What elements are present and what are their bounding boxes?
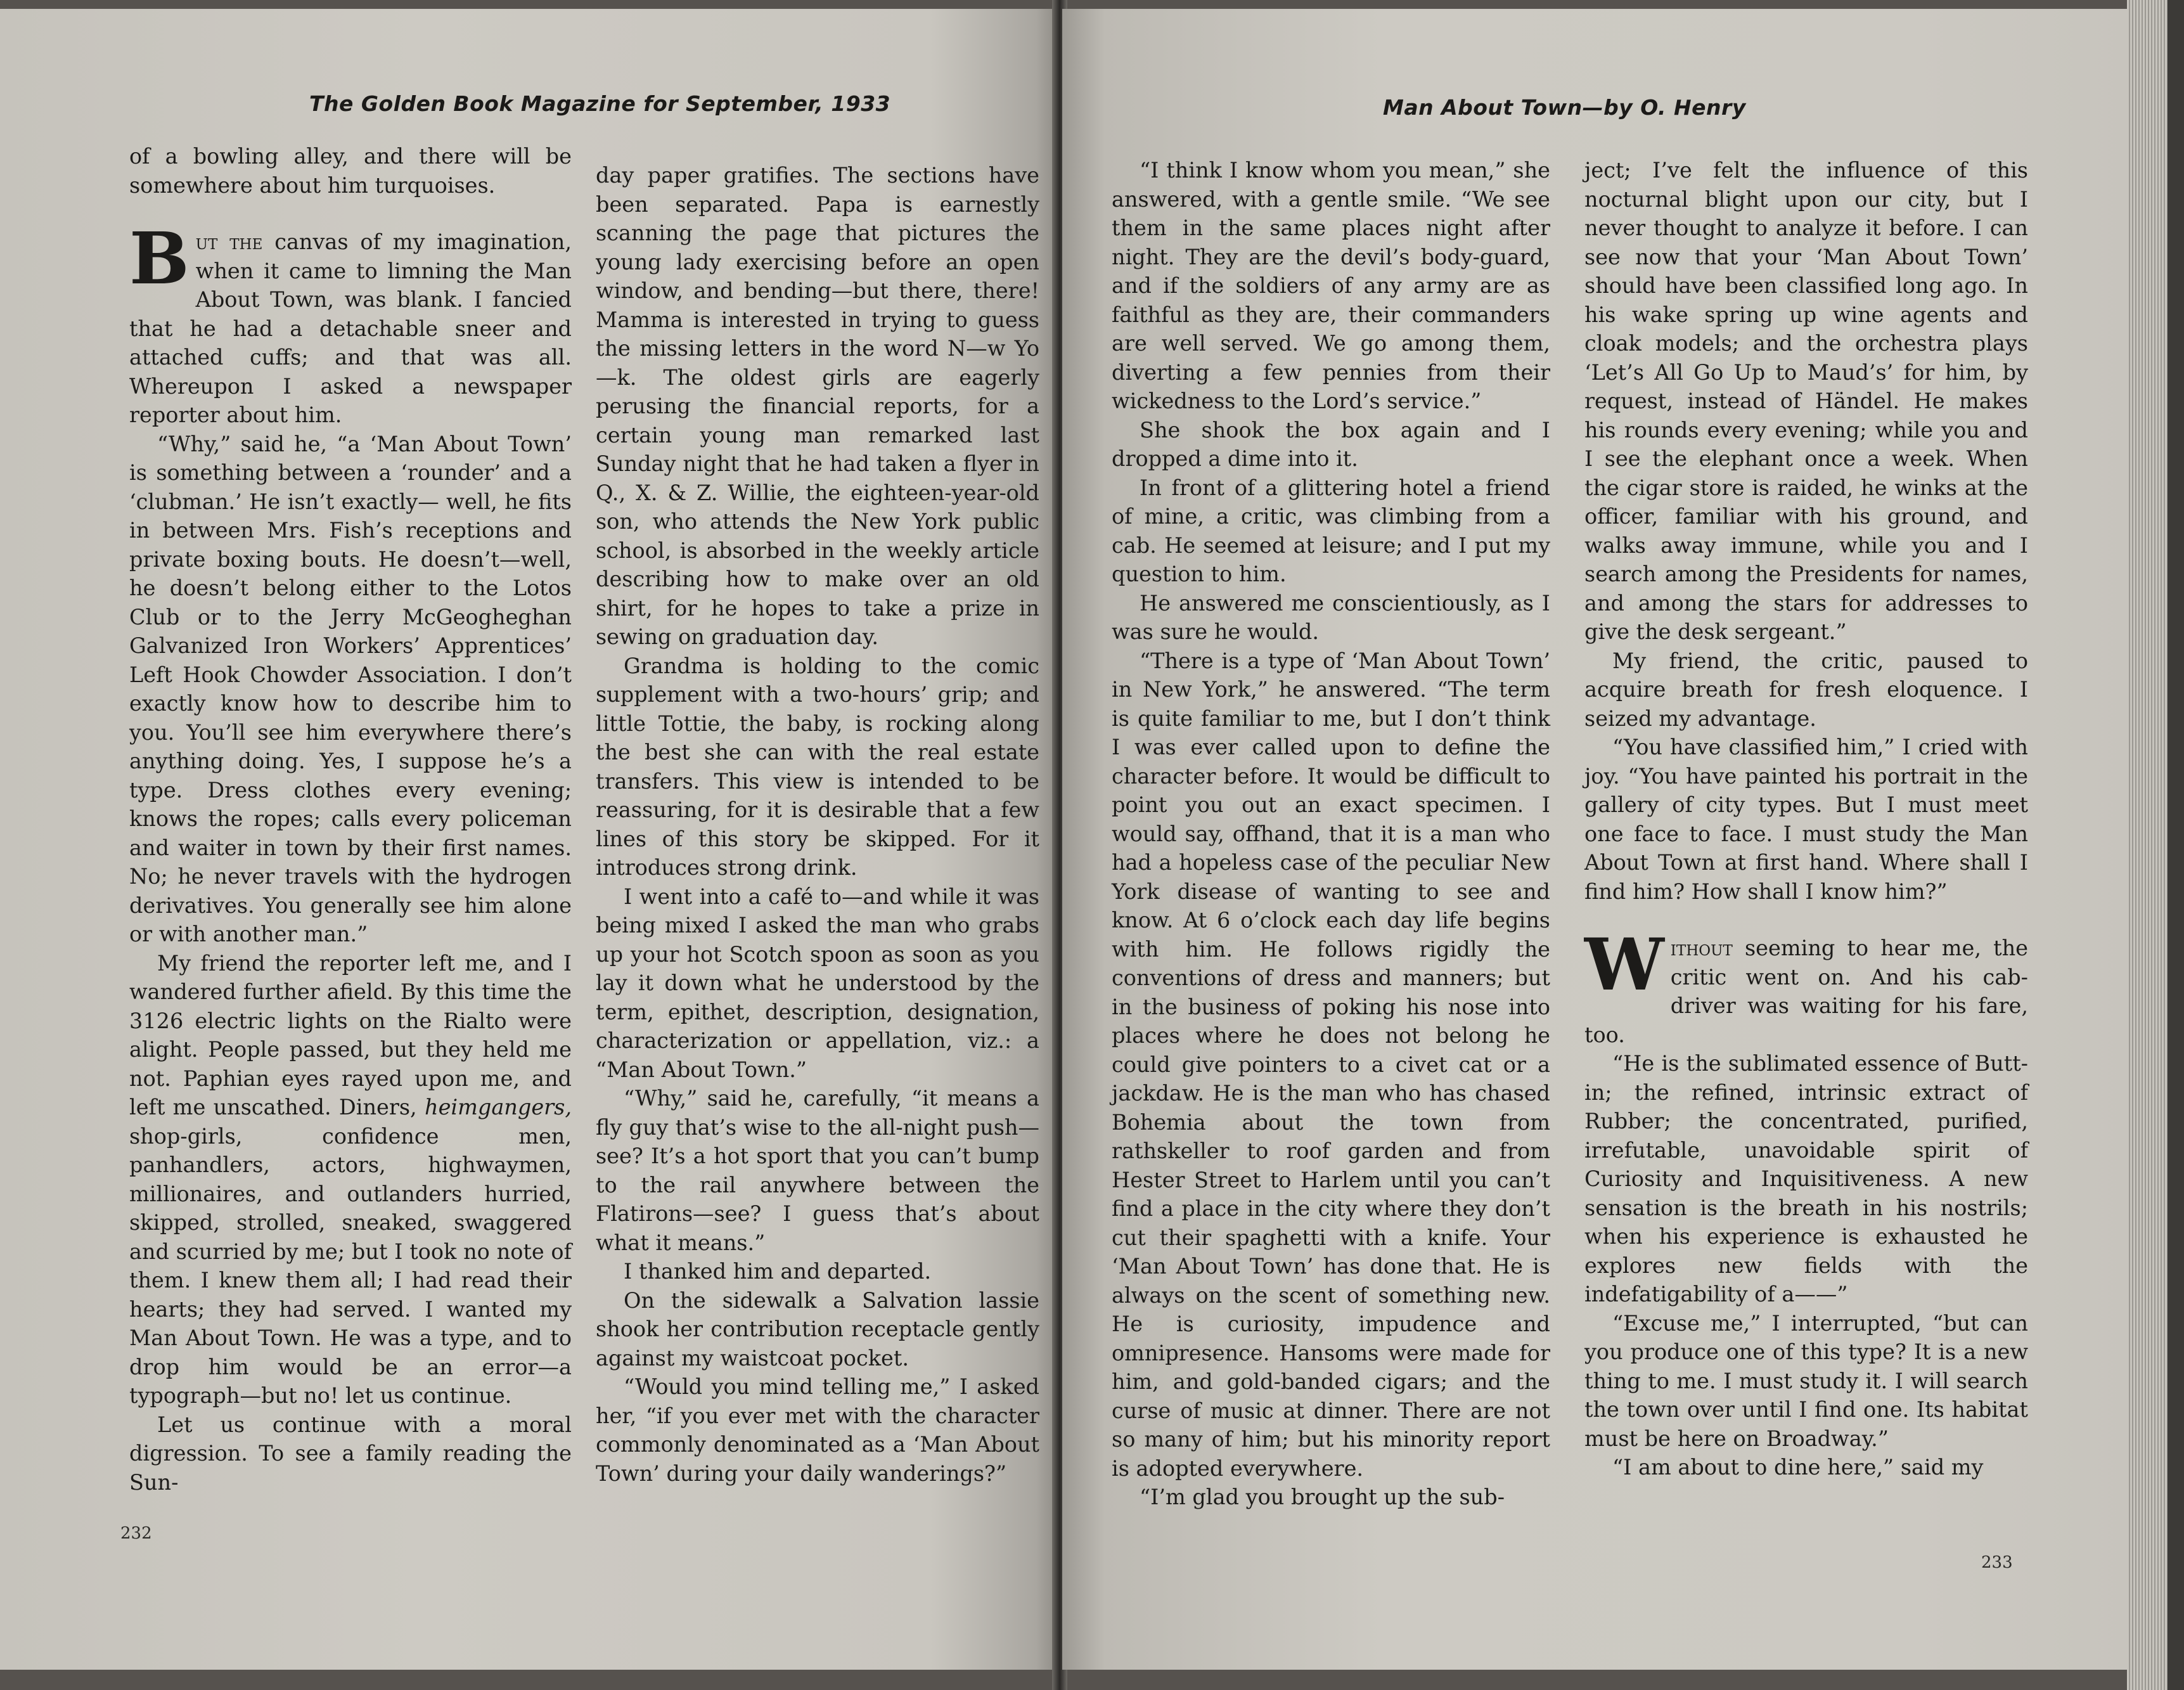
paragraph: of a bowling alley, and there will be somewhere about him turquoises. — [129, 144, 572, 198]
right-page-column-2 — [1584, 156, 2028, 1482]
paragraph: “I’m glad you brought up the sub- — [1140, 1485, 1505, 1509]
paragraph: She shook the box again and I dropped a dime into it. — [1112, 417, 1550, 471]
paragraph: I thanked him and departed. — [624, 1259, 932, 1284]
paragraph-dropcap — [1584, 924, 2028, 1049]
paragraph: In front of a glittering hotel a friend of mine, a critic, was climbing from a cab. He seemed at leisure; and I put my question to him. — [1112, 475, 1550, 586]
paragraph — [129, 949, 572, 1410]
paragraph: “I think I know whom you mean,” she answered, with a gentle smile. “We see them in the same places night after night. They are the devil’s body-guard, and if the soldiers of any army are as faithful as they are, their commanders are well served. We go among them, diverting a few pennies from their wickedness to the Lord’s service.” — [1112, 158, 1550, 413]
paragraph: “There is a type of ‘Man About Town’ in New York,” he answered. “The term is quite familiar to me, but I don’t think I was ever called upon to define the character before. It would be difficult to point you out an exact specimen. I would say, offhand, that it is a man who had a hopeless case of the peculiar New York disease of wanting to see and know. At 6 o’clock each day life begins with him. He follows rigidly the conventions of dress and manners; but in the business of poking his nose into places where he does not belong he could give pointers to a civet cat or a jackdaw. He is the man who has chased Bohemia about the town from rathskeller to roof garden and from Hester Street to Harlem until you can’t find a place in the city where they don’t cut their spaghetti with a knife. Your ‘Man About Town’ has done that. He is always on the scent of something new. He is curiosity, impudence and omnipresence. Hansoms were made for him, and gold-banded cigars; and the curse of music at dinner. There are not so many of him; but his minority report is adopted everywhere. — [1112, 648, 1550, 1481]
paragraph-text: canvas of my imagination, when it came to limning the Man About Town, was blank. I fancied that he had a detachable sneer and attached cuffs; and that was all. Whereupon I asked a newspaper reporter about him. — [129, 229, 572, 427]
paragraph: “Why,” said he, carefully, “it means a fly guy that’s wise to the all-night push—see? It’s a hot sport that you can’t bump to the rail anywhere between the Flatirons—see? I guess that’s about what it means.” — [596, 1086, 1039, 1255]
paragraph-text: My friend the reporter left me, and I wandered further afield. By this time the 3126 electric lights on the Rialto were alight. People passed, but they held me not. Paphian eyes rayed upon me, and left me unscathed. Diners, — [129, 950, 572, 1119]
page-number-left: 232 — [120, 1524, 152, 1543]
italic-word: heimgangers, — [425, 1095, 572, 1119]
drop-cap: B — [129, 217, 189, 300]
background-edge — [2168, 0, 2184, 1690]
paragraph: ject; I’ve felt the influence of this nocturnal blight upon our city, but I never thought to analyze it before. I can see now that your ‘Man About Town’ should have been classified long ago. In his wake spring up wine agents and cloak models; and the orchestra plays ‘Let’s All Go Up to Maud’s’ for him, by request, instead of Händel. He makes his rounds every evening; while you and I see the elephant once a week. When the cigar store is raided, he winks at the officer, familiar with his ground, and walks away immune, while you and I search among the Presidents for names, and among the stars for addresses to give the desk sergeant.” — [1584, 158, 2028, 644]
paragraph: “I am about to dine here,” said my — [1612, 1455, 1984, 1480]
paragraph-dropcap — [129, 217, 572, 430]
paragraph: day paper gratifies. The sections have been separated. Papa is earnestly scanning the page that pictures the young lady exercising before an open window, and bending—but there, there! Mamma is interested in trying to guess the missing letters in the word N—w Yo—k. The oldest girls are eagerly perusing the financial reports, for a certain young man remarked last Sunday night that he had taken a flyer in Q., X. & Z. Willie, the eighteen-year-old son, who attends the New York public school, is absorbed in the weekly article describing how to make over an old shirt, for he hopes to take a prize in sewing on graduation day. — [596, 163, 1039, 649]
paragraph: He answered me conscientiously, as I was sure he would. — [1112, 590, 1550, 644]
paragraph: “He is the sublimated essence of Butt-in; the refined, intrinsic extract of Rubber; the concentrated, purified, irrefutable, unavoidable spirit of Curiosity and Inquisitiveness. A new sensation is the breath in his nostrils; when his experience is exhausted he explores new fields with the indefatigability of a——” — [1584, 1051, 2028, 1306]
page-number-right: 233 — [1981, 1553, 2013, 1572]
paragraph: Grandma is holding to the comic supplement with a two-hours’ grip; and little Tottie, the baby, is rocking along the best she can with the real estate transfers. This view is intended to be reassuring, for it is desirable that a few lines of this story be skipped. For it introduces strong drink. — [596, 653, 1039, 880]
paragraph-text: seeming to hear me, the critic went on. And his cab-driver was waiting for his fare, too. — [1584, 936, 2028, 1047]
paragraph: “Why,” said he, “a ‘Man About Town’ is something between a ‘rounder’ and a ‘clubman.’ He isn’t exactly— well, he fits in between Mrs. Fish’s receptions and private boxing bouts. He doesn’t—well, he doesn’t belong either to the Lotos Club or to the Jerry McGeogheghan Galvanized Iron Workers’ Apprentices’ Left Hook Chowder Association. I don’t exactly know how to describe him to you. You’ll see him everywhere there’s anything doing. Yes, I suppose he’s a type. Dress clothes every evening; knows the ropes; calls every policeman and waiter in town by their first names. No; he never travels with the hydrogen derivatives. You generally see him alone or with another man.” — [129, 431, 572, 946]
left-page-column-1 — [129, 142, 572, 1497]
left-page-column-2 — [596, 161, 1039, 1488]
running-head-left: The Golden Book Magazine for September, 1933 — [309, 91, 891, 116]
running-head-right: Man About Town—by O. Henry — [1383, 95, 1746, 120]
drop-cap: W — [1584, 924, 1664, 1007]
right-page — [1062, 9, 2127, 1670]
paragraph: My friend, the critic, paused to acquire breath for fresh eloquence. I seized my advantage. — [1584, 648, 2028, 731]
small-caps-lead: ithout — [1670, 936, 1733, 960]
paragraph: On the sidewalk a Salvation lassie shook her contribution receptacle gently against my waistcoat pocket. — [596, 1287, 1039, 1371]
right-page-column-1 — [1112, 156, 1550, 1512]
paragraph: “Would you mind telling me,” I asked her, “if you ever met with the character commonly denominated as a ‘Man About Town’ during your daily wanderings?” — [596, 1374, 1039, 1486]
paragraph: “You have classified him,” I cried with joy. “You have painted his portrait in the gallery of city types. But I must meet one face to face. I must study the Man About Town at first hand. Where shall I find him? How shall I know him?” — [1584, 735, 2028, 904]
paragraph: “Excuse me,” I interrupted, “but can you produce one of this type? It is a new thing to me. I must study it. I will search the town over until I find one. Its habitat must be here on Broadway.” — [1584, 1310, 2028, 1451]
small-caps-lead: ut the — [195, 229, 263, 254]
paragraph: Let us continue with a moral digression. To see a family reading the Sun- — [129, 1412, 572, 1495]
paragraph-text: shop-girls, confidence men, panhandlers, actors, highwaymen, millionaires, and outlanders hurried, skipped, strolled, sneaked, swaggered and scurried by me; but I took no note of them. I knew them all; I had read their hearts; they had served. I wanted my Man About Town. He was a type, and to drop him would be an error—a typograph—but no! let us continue. — [129, 1123, 572, 1408]
paragraph: I went into a café to—and while it was being mixed I asked the man who grabs up your hot Scotch spoon as soon as you lay it down what he understood by the term, epithet, description, designation, characterization or appellation, viz.: a “Man About Town.” — [596, 884, 1039, 1082]
left-page — [0, 9, 1057, 1670]
